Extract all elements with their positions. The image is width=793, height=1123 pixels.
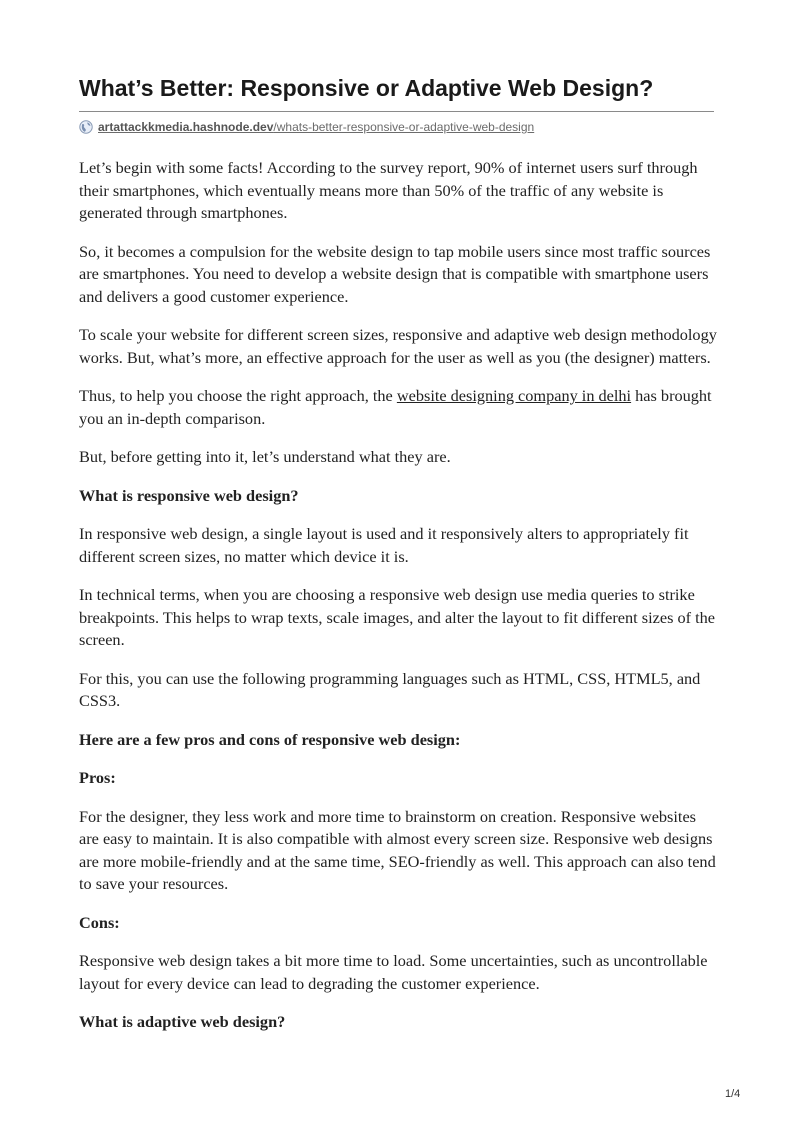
- source-link[interactable]: [98, 120, 534, 134]
- paragraph: So, it becomes a compulsion for the website design to tap mobile users since most traffic sources are smartphones. You need to develop a website design that is compatible with smartphone users and delivers a good customer experience.: [79, 241, 711, 306]
- paragraph: In responsive web design, a single layout is used and it responsively alters to appropriately fit different screen sizes, no matter which device it is.: [79, 524, 689, 566]
- source-domain: artattackkmedia.hashnode.dev: [98, 120, 274, 134]
- website-designing-company-link[interactable]: website designing company in delhi: [396, 386, 632, 405]
- section-heading-adaptive: What is adaptive web design?: [79, 1012, 286, 1031]
- section-heading-pros-cons: Here are a few pros and cons of responsive web design:: [79, 729, 461, 749]
- paragraph: For this, you can use the following programming languages such as HTML, CSS, HTML5, and CSS3.: [79, 668, 701, 710]
- paragraph: Responsive web design takes a bit more time to load. Some uncertainties, such as uncontrollable layout for every device can lead to degrading the customer experience.: [79, 951, 708, 993]
- paragraph-with-link: [79, 385, 719, 430]
- paragraph: Let’s begin with some facts! According to the survey report, 90% of internet users surf through their smartphones, which eventually means more than 50% of the traffic of any website is generated through smartphones.: [79, 158, 698, 222]
- paragraph: To scale your website for different screen sizes, responsive and adaptive web design methodology works. But, what’s more, an effective approach for the user as well as you (the designer) matters.: [79, 325, 717, 367]
- source-line: [79, 118, 534, 136]
- section-heading-responsive: What is responsive web design?: [79, 485, 299, 505]
- paragraph-text: has brought you an in-depth comparison.: [79, 386, 712, 428]
- page-number: 1/4: [725, 1088, 741, 1100]
- section-heading-cons: Cons:: [79, 912, 120, 932]
- paragraph: For the designer, they less work and more time to brainstorm on creation. Responsive websites are easy to maintain. It is also compatible with almost every screen size. Responsive web designs are more mobile-friendly and at the same time, SEO-friendly as well. This approach can also tend to save your resources.: [79, 806, 716, 893]
- paragraph-text: Thus, to help you choose the right approach, the: [79, 386, 397, 405]
- paragraph: In technical terms, when you are choosing a responsive web design use media queries to strike breakpoints. This helps to wrap texts, scale images, and alter the layout to fit different sizes of the screen.: [79, 585, 716, 649]
- globe-icon: [79, 120, 93, 134]
- source-path: /whats-better-responsive-or-adaptive-web-design: [273, 120, 535, 134]
- paragraph: But, before getting into it, let’s understand what they are.: [79, 447, 451, 466]
- section-heading-pros: Pros:: [79, 768, 116, 787]
- title-divider: [79, 111, 714, 112]
- page-title: What’s Better: Responsive or Adaptive Web Design?: [79, 75, 654, 101]
- article-body: [79, 157, 719, 1050]
